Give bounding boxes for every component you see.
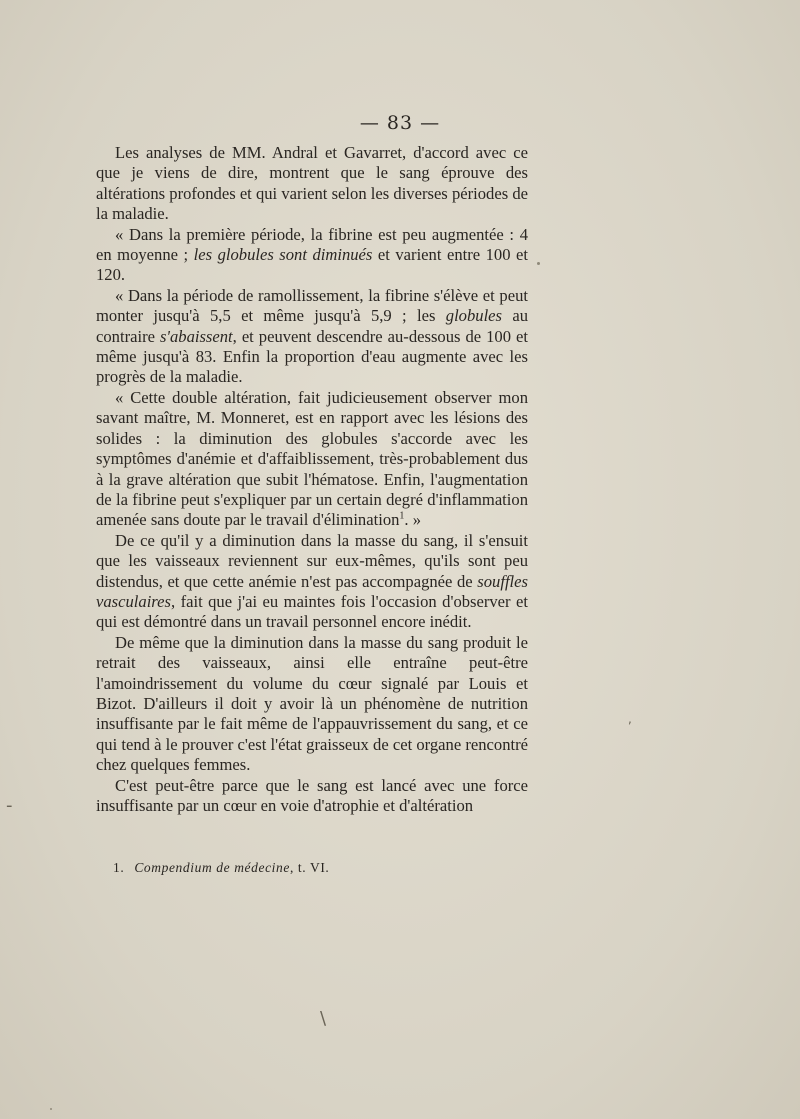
text-run: souffles vasculaires (96, 571, 528, 611)
text-run: , et peuvent descendre au-dessous de 100 et même jusqu'à 83. Enfin la proportion d'eau augmente avec les progrès de la maladie. (96, 326, 528, 387)
text-run: les globules sont diminués (193, 245, 373, 265)
body-text (96, 143, 528, 816)
footnote-title: Compendium de médecine (134, 860, 290, 875)
text-run: De ce qu'il y a diminution dans la masse du sang, il s'ensuit que les vaisseaux reviennent sur eux-mêmes, qu'ils sont peu distendus, et que cette anémie n'est pas accompagnée de (96, 530, 528, 591)
paragraph (96, 143, 528, 225)
text-run: « Dans la première période, la fibrine est peu augmentée : 4 en moyenne ; (96, 224, 528, 265)
paragraph (96, 286, 528, 388)
text-run: C'est peut-être parce que le sang est lancé avec une force insuffisante par un cœur en voie d'atrophie et d'altération (96, 775, 528, 815)
paragraph (96, 225, 528, 286)
footnote-number: 1. (113, 860, 125, 875)
paragraph (96, 531, 528, 633)
paper-speck (50, 1108, 52, 1110)
page-number: — 83 — (359, 112, 441, 134)
text-run: Les analyses de MM. Andral et Gavarret, d'accord avec ce que je viens de dire, montrent que le sang éprouve des altérations profondes et qui varient selon les diverses périodes de la maladie. (96, 143, 528, 224)
text-run: au contraire (96, 306, 529, 346)
paper-speck (537, 262, 540, 265)
text-run: s'abaissent (159, 326, 233, 346)
paragraph (96, 633, 528, 776)
margin-mark: , (628, 712, 632, 726)
text-run: . » (404, 510, 422, 530)
text-run: et varient entre 100 et 120. (96, 245, 528, 285)
footnote-rest: , t. VI. (289, 860, 330, 875)
paragraph (96, 388, 528, 531)
text-run: « Dans la période de ramollissement, la fibrine s'élève et peut monter jusqu'à 5,5 et même jusqu'à 5,9 ; les (96, 285, 528, 326)
footnote-reference: 1 (399, 510, 405, 522)
margin-mark: - (6, 795, 13, 816)
text-run: De même que la diminution dans la masse du sang produit le retrait des vaisseaux, ainsi elle entraîne peut-être l'amoindrissement du volume du cœur signalé par Louis et Bizot. D'ailleurs il doit y avoir là un phénomène de nutrition insuffisante par le fait même de l'appauvrissement du sang, et ce qui tend à le prouver c'est l'état graisseux de cet organe rencontré chez quelques femmes. (96, 632, 528, 775)
paragraph (96, 776, 528, 817)
text-run: globules (445, 306, 502, 326)
text-run: , fait que j'ai eu maintes fois l'occasion d'observer et qui est démontré dans un travail personnel encore inédit. (96, 591, 528, 632)
text-run: « Cette double altération, fait judicieusement observer mon savant maître, M. Monneret, est en rapport avec les lésions des solides : la diminution des globules s'accorde avec les symptômes d'anémie et d'affaiblissement, très-probablement dus à la grave altération que subit l'hématose. Enfin, l'augmentation de la fibrine peut s'expliquer par un certain degré d'inflammation amenée sans doute par le travail d'élimination (96, 387, 528, 530)
footnote (113, 860, 533, 876)
margin-mark: \ (320, 1008, 327, 1029)
